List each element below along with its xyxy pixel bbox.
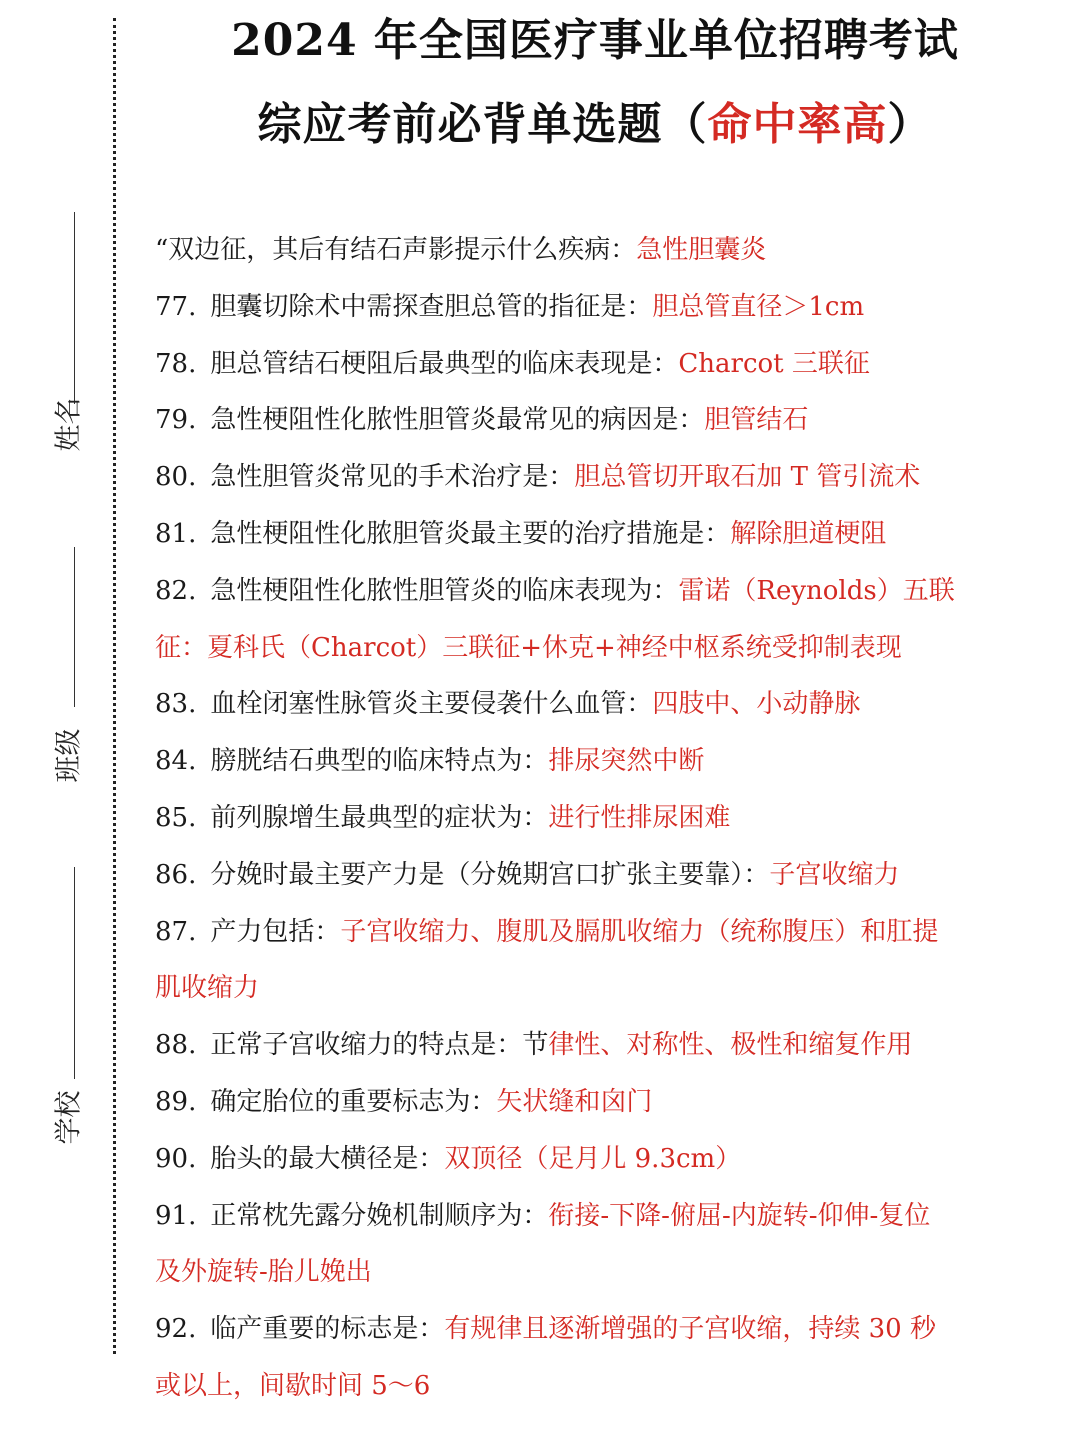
item-answer: 律性、对称性、极性和缩复作用 [548,1030,913,1061]
item-answer: 四肢中、小动静脉 [652,689,861,720]
list-item [155,392,1040,449]
title-line-2-end: ） [887,99,933,150]
list-item [155,1301,1040,1358]
item-answer: 或以上，间歇时间 5～6 [155,1370,431,1401]
item-answer: 双顶径（足月儿 9.3cm） [444,1143,742,1174]
class-field-label: 班级 [53,728,85,783]
title-line-1: 2024 年全国医疗事业单位招聘考试 [231,15,959,66]
list-item [155,1188,1040,1245]
item-question: 确定胎位的重要标志为： [210,1086,497,1117]
item-number: 82. [155,575,197,606]
item-question: 分娩时最主要产力是（分娩期宫口扩张主要靠）： [210,859,770,890]
item-answer: 肌收缩力 [155,973,260,1004]
list-item [155,1074,1040,1131]
item-number: 89. [155,1086,197,1117]
item-number: 85. [155,802,197,833]
name-field [40,210,90,450]
item-answer: 子宫收缩力 [769,859,900,890]
list-item [155,449,1040,506]
item-number: 86. [155,859,197,890]
item-question: 产力包括： [210,916,341,947]
item-answer: 有规律且逐渐增强的子宫收缩，持续 30 秒 [444,1314,936,1345]
binding-margin [0,0,130,1434]
item-question: 血栓闭塞性脉管炎主要侵袭什么血管： [210,689,653,720]
item-question: 临产重要的标志是： [210,1314,445,1345]
item-question: 急性梗阻性化脓性胆管炎的临床表现为： [210,575,679,606]
item-number: 78. [155,348,197,379]
title-line-2 [150,98,1040,152]
list-item [155,676,1040,733]
list-item [155,222,1040,279]
item-number: 77. [155,291,197,322]
item-question: 膀胱结石典型的临床特点为： [210,746,549,777]
school-field-line [74,867,75,1079]
document-title [150,14,1040,152]
list-item [155,563,1040,620]
item-number: 81. [155,518,197,549]
item-question: 胎头的最大横径是： [210,1143,445,1174]
list-item [155,790,1040,847]
cut-line [113,18,116,1354]
item-question: 急性梗阻性化脓性胆管炎最常见的病因是： [210,405,705,436]
item-number: 87. [155,916,197,947]
list-item [155,279,1040,336]
list-item-continuation [155,1358,1040,1415]
list-item [155,1017,1040,1074]
item-question: 正常枕先露分娩机制顺序为： [210,1200,549,1231]
item-number: 80. [155,462,197,493]
list-item [155,1131,1040,1188]
title-line-2-main: 综应考前必背单选题（ [257,99,708,150]
list-item-continuation [155,1244,1040,1301]
list-item-continuation [155,620,1040,677]
item-answer: 子宫收缩力、腹肌及膈肌收缩力（统称腹压）和肛提 [340,916,939,947]
item-answer: 雷诺（Reynolds）五联 [678,575,955,606]
item-number: 88. [155,1030,197,1061]
item-question: 急性梗阻性化脓胆管炎最主要的治疗措施是： [210,518,731,549]
list-item [155,336,1040,393]
list-item [155,847,1040,904]
item-number: 79. [155,405,197,436]
item-answer: 解除胆道梗阻 [730,518,887,549]
list-item [155,733,1040,790]
list-item-continuation [155,960,1040,1017]
item-number: 83. [155,689,197,720]
item-answer: 及外旋转-胎儿娩出 [155,1257,372,1288]
item-question: 正常子宫收缩力的特点是：节 [210,1030,549,1061]
item-number: 92. [155,1314,197,1345]
question-list [155,222,1040,1415]
item-answer: Charcot 三联征 [678,348,870,379]
class-field-line [74,547,75,707]
item-answer: 进行性排尿困难 [548,802,731,833]
class-field [40,545,90,785]
list-item [155,506,1040,563]
item-answer: 急性胆囊炎 [636,235,767,265]
item-answer: 征：夏科氏（Charcot）三联征+休克+神经中枢系统受抑制表现 [155,632,902,663]
title-accent: 命中率高 [707,99,888,150]
item-answer: 胆总管直径＞1cm [652,291,865,322]
item-number: 90. [155,1143,197,1174]
school-field-label: 学校 [53,1090,85,1145]
item-question: 胆囊切除术中需探查胆总管的指征是： [210,291,653,322]
list-item [155,904,1040,961]
item-answer: 胆总管切开取石加 T 管引流术 [574,462,921,493]
item-question: 前列腺增生最典型的症状为： [210,802,549,833]
item-question: 胆总管结石梗阻后最典型的临床表现是： [210,348,679,379]
item-question: “双边征，其后有结石声影提示什么疾病： [155,235,637,265]
name-field-line [74,212,75,404]
name-field-label: 姓名 [53,397,85,452]
item-answer: 胆管结石 [704,405,809,436]
item-answer: 衔接-下降-俯屈-内旋转-仰伸-复位 [548,1200,931,1231]
item-question: 急性胆管炎常见的手术治疗是： [210,462,575,493]
item-number: 91. [155,1200,197,1231]
item-answer: 矢状缝和囟门 [496,1086,653,1117]
school-field [40,865,90,1155]
item-answer: 排尿突然中断 [548,746,705,777]
item-number: 84. [155,746,197,777]
